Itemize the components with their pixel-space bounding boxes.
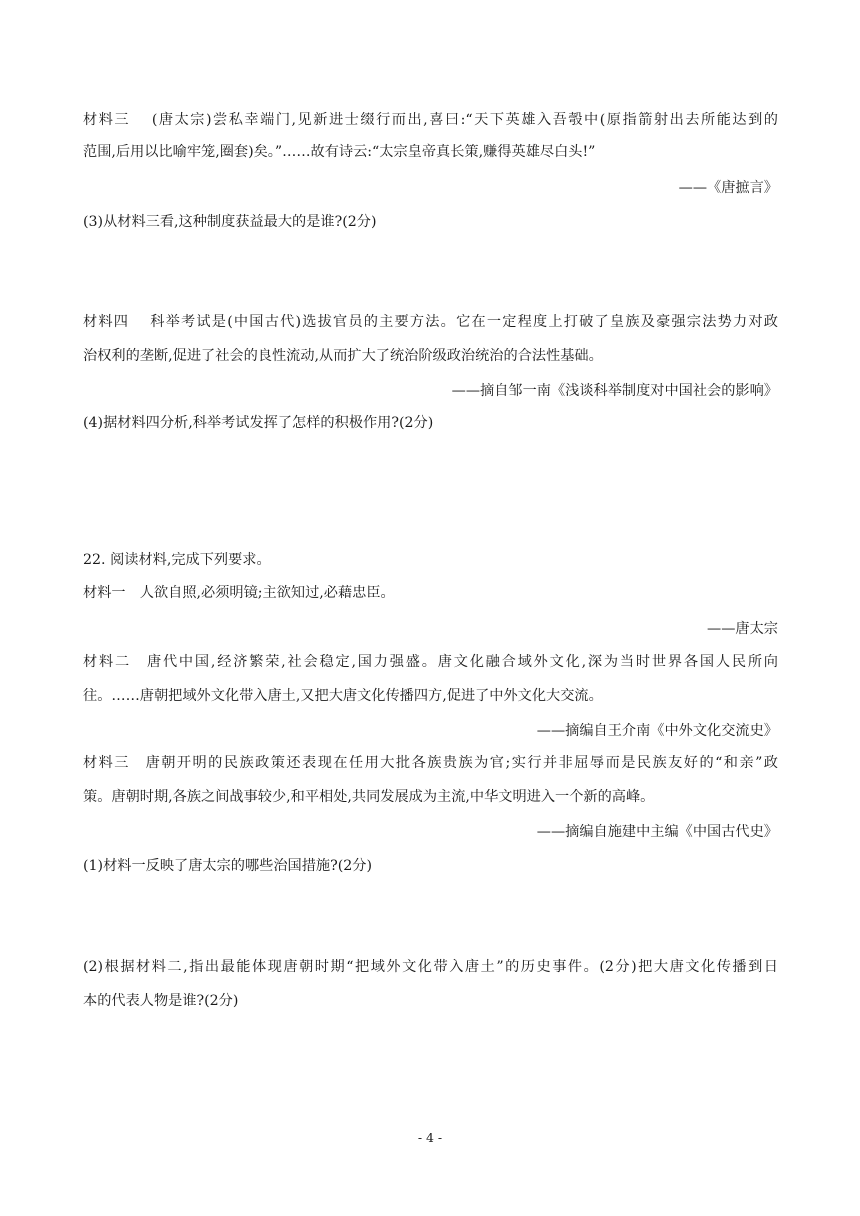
material-4-text-line-2: 治权利的垄断,促进了社会的良性流动,从而扩大了统治阶级政治统治的合法性基础。	[83, 348, 603, 364]
q22-material-2-source: ——摘编自王介南《中外文化交流史》	[536, 723, 778, 739]
question-4: (4)据材料四分析,科举考试发挥了怎样的积极作用?(2分)	[83, 415, 434, 431]
question-22-heading: 22. 阅读材料,完成下列要求。	[83, 552, 271, 568]
material-4-text-line-1: 材料四 科举考试是(中国古代)选拔官员的主要方法。它在一定程度上打破了皇族及豪强宗法势力对政	[83, 314, 778, 330]
q22-material-2-text-line-2: 往。……唐朝把域外文化带入唐土,又把大唐文化传播四方,促进了中外文化大交流。	[83, 688, 603, 704]
material-3-text-line-2: 范围,后用以比喻牢笼,圈套)矣。”……故有诗云:“太宗皇帝真长策,赚得英雄尽白头!”	[83, 144, 596, 160]
q22-material-3-text-line-1: 材料三 唐朝开明的民族政策还表现在任用大批各族贵族为官;实行并非屈辱而是民族友好的“和亲”政	[83, 755, 778, 771]
q22-material-1-source: ——唐太宗	[707, 621, 778, 637]
q22-material-1-text: 材料一 人欲自照,必须明镜;主欲知过,必藉忠臣。	[83, 585, 395, 601]
material-3-text-line-1: 材料三 (唐太宗)尝私幸端门,见新进士缀行而出,喜曰:“天下英雄入吾彀中(原指箭射出去所能达到的	[83, 112, 778, 128]
q22-material-2-text-line-1: 材料二 唐代中国,经济繁荣,社会稳定,国力强盛。唐文化融合域外文化,深为当时世界各国人民所向	[83, 654, 778, 670]
material-4-source: ——摘自邹一南《浅谈科举制度对中国社会的影响》	[451, 383, 778, 399]
q22-material-3-source: ——摘编自施建中主编《中国古代史》	[536, 824, 778, 840]
material-3-source: ——《唐摭言》	[678, 180, 778, 196]
question-3: (3)从材料三看,这种制度获益最大的是谁?(2分)	[83, 214, 377, 230]
q22-question-1: (1)材料一反映了唐太宗的哪些治国措施?(2分)	[83, 858, 372, 874]
q22-question-2-line-1: (2)根据材料二,指出最能体现唐朝时期“把域外文化带入唐土”的历史事件。(2分)把大唐文化传播到日	[83, 959, 778, 975]
q22-question-2-line-2: 本的代表人物是谁?(2分)	[83, 993, 239, 1009]
q22-material-3-text-line-2: 策。唐朝时期,各族之间战事较少,和平相处,共同发展成为主流,中华文明进入一个新的高峰。	[83, 789, 655, 805]
page-number: - 4 -	[417, 1130, 443, 1145]
